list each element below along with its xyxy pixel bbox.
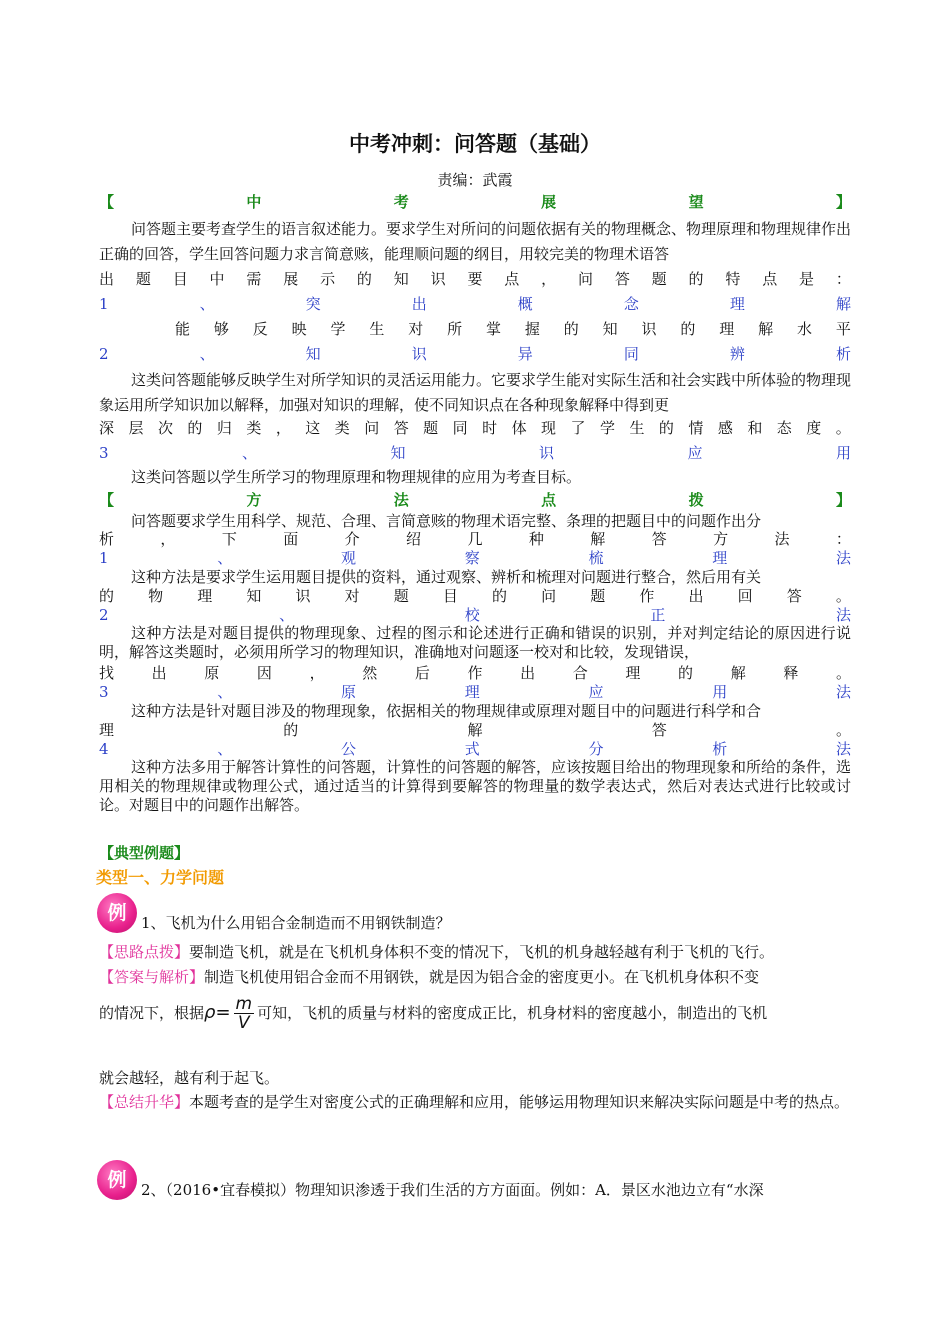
char: 辨	[729, 345, 745, 363]
char: 展	[541, 193, 557, 211]
feature-2-paragraph: 这类问答题能够反映学生对所学知识的灵活运用能力。它要求学生能对实际生活和社会实践中所体验的物理现象运用所学知识加以解释，加强对知识的理解，使不同知识点在各种现象解释中得到更	[99, 371, 852, 414]
char: 、	[199, 295, 215, 313]
char: 作	[467, 664, 483, 682]
char: 析	[835, 345, 851, 363]
char: 识	[295, 587, 311, 605]
char: 知	[602, 320, 618, 338]
char: 同	[452, 419, 468, 437]
char: 目	[442, 587, 458, 605]
char: 析	[99, 530, 115, 548]
char: 、	[217, 683, 233, 701]
char: 望	[688, 193, 704, 211]
char: 知	[390, 444, 406, 462]
char: 识	[641, 320, 657, 338]
section-header-outlook	[99, 192, 851, 212]
char: 是	[799, 270, 815, 288]
char: 1	[99, 295, 109, 313]
char: 答	[393, 419, 409, 437]
feature-2-title	[99, 344, 851, 364]
char: 答	[614, 270, 630, 288]
char: 的	[658, 419, 674, 437]
char: 学	[330, 320, 346, 338]
method-2-last-line	[99, 663, 851, 683]
char: 法	[835, 549, 851, 567]
method-3-title	[99, 682, 851, 702]
char: 题	[135, 270, 151, 288]
char: 分	[588, 740, 604, 758]
char: 【	[99, 491, 115, 509]
char: 类	[334, 419, 350, 437]
char: 态	[776, 419, 792, 437]
char: 知	[393, 270, 409, 288]
char: 法	[774, 530, 790, 548]
method-3-text: 这种方法是针对题目涉及的物理现象，依据相关的物理规律或原理对题目中的问题进行科学和合	[131, 702, 762, 720]
char: 析	[712, 740, 728, 758]
char: 法	[393, 491, 409, 509]
char: 题	[590, 587, 606, 605]
char: 的	[283, 721, 299, 739]
char: 深	[99, 419, 115, 437]
char: 中	[209, 270, 225, 288]
char: 要	[467, 270, 483, 288]
char: 。	[835, 587, 851, 605]
q1-hint	[99, 942, 851, 962]
char: 点	[504, 270, 520, 288]
q1-answer-line-1	[99, 967, 851, 987]
char: 后	[414, 664, 430, 682]
type-1-heading: 类型一、力学问题	[96, 868, 225, 887]
char: 出	[151, 664, 167, 682]
char: 的	[563, 320, 579, 338]
char: 概	[517, 295, 533, 313]
char: 用	[835, 444, 851, 462]
char: 的	[356, 270, 372, 288]
char: 特	[725, 270, 741, 288]
answer-text-a: 制造飞机使用铝合金而不用钢铁，就是因为铝合金的密度更小。在飞机机身体积不变	[204, 968, 760, 986]
char: 应	[588, 683, 604, 701]
method-2-title	[99, 605, 851, 625]
char: 归	[216, 419, 232, 437]
char: ，	[275, 419, 291, 437]
char: 几	[467, 530, 483, 548]
char: 理	[99, 721, 115, 739]
char: 感	[717, 419, 733, 437]
char: 。	[835, 419, 851, 437]
char: 面	[283, 530, 299, 548]
char: 出	[99, 270, 115, 288]
char: 对	[408, 320, 424, 338]
char: 知	[246, 587, 262, 605]
char: 情	[688, 419, 704, 437]
method-4-title	[99, 739, 851, 759]
char: 的	[678, 664, 694, 682]
char: 出	[411, 295, 427, 313]
char: 答	[651, 721, 667, 739]
char: 。	[835, 721, 851, 739]
methods-intro: 问答题要求学生用科学、规范、合理、言简意赅的物理术语完整、条理的把题目中的问题作出分	[131, 512, 762, 530]
char: 题	[423, 419, 439, 437]
char: 念	[623, 295, 639, 313]
char: 能	[175, 320, 191, 338]
feature-3-title	[99, 443, 851, 463]
intro-paragraph-last-line	[99, 269, 851, 289]
char: 的	[680, 320, 696, 338]
char: 介	[344, 530, 360, 548]
char: 问	[541, 587, 557, 605]
char: 度	[806, 419, 822, 437]
char: 解	[590, 530, 606, 548]
char: 种	[528, 530, 544, 548]
char: 解	[835, 295, 851, 313]
char: 了	[570, 419, 586, 437]
char: 这	[305, 419, 321, 437]
char: 水	[797, 320, 813, 338]
char: 理	[712, 549, 728, 567]
char: 用	[712, 683, 728, 701]
char: 出	[688, 587, 704, 605]
question-2: 2、（2016•宜春模拟）物理知识渗透于我们生活的方方面面。例如：A．景区水池边立有“水深	[141, 1181, 764, 1199]
char: 理	[197, 587, 213, 605]
char: 点	[762, 270, 778, 288]
char: 答	[651, 530, 667, 548]
char: 握	[524, 320, 540, 338]
char: 理	[464, 683, 480, 701]
char: 原	[204, 664, 220, 682]
q1-answer-line-2	[99, 993, 851, 1033]
char: 需	[246, 270, 262, 288]
char: 知	[305, 345, 321, 363]
char: 考	[393, 193, 409, 211]
char: 展	[283, 270, 299, 288]
char: 生	[629, 419, 645, 437]
char: 对	[344, 587, 360, 605]
char: 式	[464, 740, 480, 758]
char: 理	[625, 664, 641, 682]
char: 找	[99, 664, 115, 682]
section-header-methods	[99, 490, 851, 510]
hint-tag: 【思路点拨】	[99, 943, 190, 961]
char: 4	[99, 740, 109, 758]
answer-text-b: 的情况下，根据	[99, 1004, 205, 1022]
char: 】	[835, 491, 851, 509]
char: 原	[341, 683, 357, 701]
feature-1-text	[175, 319, 851, 339]
char: 问	[364, 419, 380, 437]
char: 解	[467, 721, 483, 739]
char: 理	[729, 295, 745, 313]
char: 、	[199, 345, 215, 363]
char: 】	[835, 193, 851, 211]
char: 够	[213, 320, 229, 338]
char: 绍	[406, 530, 422, 548]
char: 同	[623, 345, 639, 363]
char: 解	[730, 664, 746, 682]
char: 点	[541, 491, 557, 509]
method-1-last-line	[99, 586, 851, 606]
char: 所	[447, 320, 463, 338]
char: ，	[541, 270, 557, 288]
char: 题	[393, 587, 409, 605]
char: ，	[160, 530, 176, 548]
methods-intro-last-line	[99, 529, 851, 549]
char: 合	[572, 664, 588, 682]
char: 的	[187, 419, 203, 437]
equals-sign: =	[215, 1002, 231, 1023]
char: 理	[719, 320, 735, 338]
char: 现	[541, 419, 557, 437]
char: 题	[651, 270, 667, 288]
example-badge-icon: 例	[97, 893, 137, 933]
char: 识	[538, 444, 554, 462]
char: 答	[786, 587, 802, 605]
char: 平	[835, 320, 851, 338]
method-1-title	[99, 548, 851, 568]
char: 法	[835, 683, 851, 701]
method-1-text: 这种方法是要求学生运用题目提供的资料，通过观察、辨析和梳理对问题进行整合，然后用有关	[131, 568, 762, 586]
char: 因	[256, 664, 272, 682]
examples-header: 【典型例题】	[99, 844, 190, 862]
char: 回	[737, 587, 753, 605]
answer-text-c: 可知，飞机的质量与材料的密度成正比，机身材料的密度越小，制造出的飞机	[257, 1004, 768, 1022]
char: ：	[835, 270, 851, 288]
char: ，	[309, 664, 325, 682]
char: 【	[99, 193, 115, 211]
char: 法	[835, 606, 851, 624]
formula-numerator: m	[235, 993, 253, 1014]
char: 目	[172, 270, 188, 288]
question-1: 1、飞机为什么用铝合金制造而不用钢铁制造？	[141, 914, 451, 932]
page-title: 中考冲刺：问答题（基础）	[349, 132, 601, 156]
char: 正	[650, 606, 666, 624]
char: 拨	[688, 491, 704, 509]
char: 2	[99, 345, 109, 363]
char: 解	[758, 320, 774, 338]
char: 和	[747, 419, 763, 437]
char: 。	[835, 664, 851, 682]
char: 公	[341, 740, 357, 758]
char: 异	[517, 345, 533, 363]
char: 中	[246, 193, 262, 211]
feature-1-title	[99, 294, 851, 314]
char: 时	[482, 419, 498, 437]
char: 的	[688, 270, 704, 288]
char: 、	[217, 549, 233, 567]
char: 3	[99, 444, 109, 462]
intro-paragraph: 问答题主要考查学生的语言叙述能力。要求学生对所问的问题依据有关的物理概念、物理原理和物理规律作出正确的回答，学生回答问题力求言简意赅，能理顺问题的纲目，用较完美的物理术语答	[99, 220, 852, 263]
char: 的	[99, 587, 115, 605]
char: 、	[217, 740, 233, 758]
char: 然	[362, 664, 378, 682]
char: 掌	[486, 320, 502, 338]
char: 体	[511, 419, 527, 437]
method-4-paragraph: 这种方法多用于解答计算性的问答题，计算性的问答题的解答，应该按题目给出的物理现象和所给的条件，选用相关的物理规律或物理公式，通过适当的计算得到要解答的物理量的数学表达式，然后对表达式进行比较或讨论。对题目中的问题作出解答。	[99, 758, 852, 814]
author-line: 责编：武霞	[437, 171, 513, 189]
char: 物	[148, 587, 164, 605]
hint-text: 要制造飞机，就是在飞机机身体积不变的情况下，飞机的机身越轻越有利于飞机的飞行。	[189, 943, 775, 961]
char: 识	[430, 270, 446, 288]
q1-answer-line-3: 就会越轻，越有利于起飞。	[99, 1069, 280, 1087]
char: 反	[252, 320, 268, 338]
feature-3-text: 这类问答题以学生所学习的物理原理和物理规律的应用为考查目标。	[131, 468, 582, 486]
density-symbol: ρ	[204, 1002, 216, 1023]
summary-tag: 【总结升华】	[99, 1093, 190, 1111]
answer-tag: 【答案与解析】	[99, 968, 205, 986]
char: 、	[279, 606, 295, 624]
char: 法	[835, 740, 851, 758]
char: 3	[99, 683, 109, 701]
char: 生	[369, 320, 385, 338]
example-badge-icon-2: 例	[97, 1160, 137, 1200]
char: 下	[221, 530, 237, 548]
char: 识	[411, 345, 427, 363]
feature-2-last-line	[99, 418, 851, 438]
char: 察	[464, 549, 480, 567]
char: 方	[246, 491, 262, 509]
method-3-last-line	[99, 720, 851, 740]
method-2-paragraph: 这种方法是对题目提供的物理现象、过程的图示和论述进行正确和错误的识别，并对判定结论的原因进行说明，解答这类题时，必须用所学习的物理知识，准确地对问题逐一校对和比较，发现错误，	[99, 624, 851, 661]
char: 的	[492, 587, 508, 605]
formula-denominator: V	[238, 1012, 250, 1033]
char: 应	[687, 444, 703, 462]
char: 示	[320, 270, 336, 288]
char: 梳	[588, 549, 604, 567]
char: 映	[291, 320, 307, 338]
char: 学	[599, 419, 615, 437]
char: 出	[520, 664, 536, 682]
char: 观	[341, 549, 357, 567]
char: 方	[713, 530, 729, 548]
char: 类	[246, 419, 262, 437]
char: 2	[99, 606, 109, 624]
char: 1	[99, 549, 109, 567]
char: 作	[639, 587, 655, 605]
char: 次	[157, 419, 173, 437]
char: 突	[305, 295, 321, 313]
char: 释	[783, 664, 799, 682]
char: 问	[577, 270, 593, 288]
char: 层	[128, 419, 144, 437]
q1-summary	[99, 1093, 851, 1112]
char: 校	[464, 606, 480, 624]
char: 、	[242, 444, 258, 462]
char: ：	[835, 530, 851, 548]
density-formula	[234, 995, 255, 1032]
summary-text: 本题考查的是学生对密度公式的正确理解和应用，能够运用物理知识来解决实际问题是中考的热点。	[189, 1093, 850, 1111]
